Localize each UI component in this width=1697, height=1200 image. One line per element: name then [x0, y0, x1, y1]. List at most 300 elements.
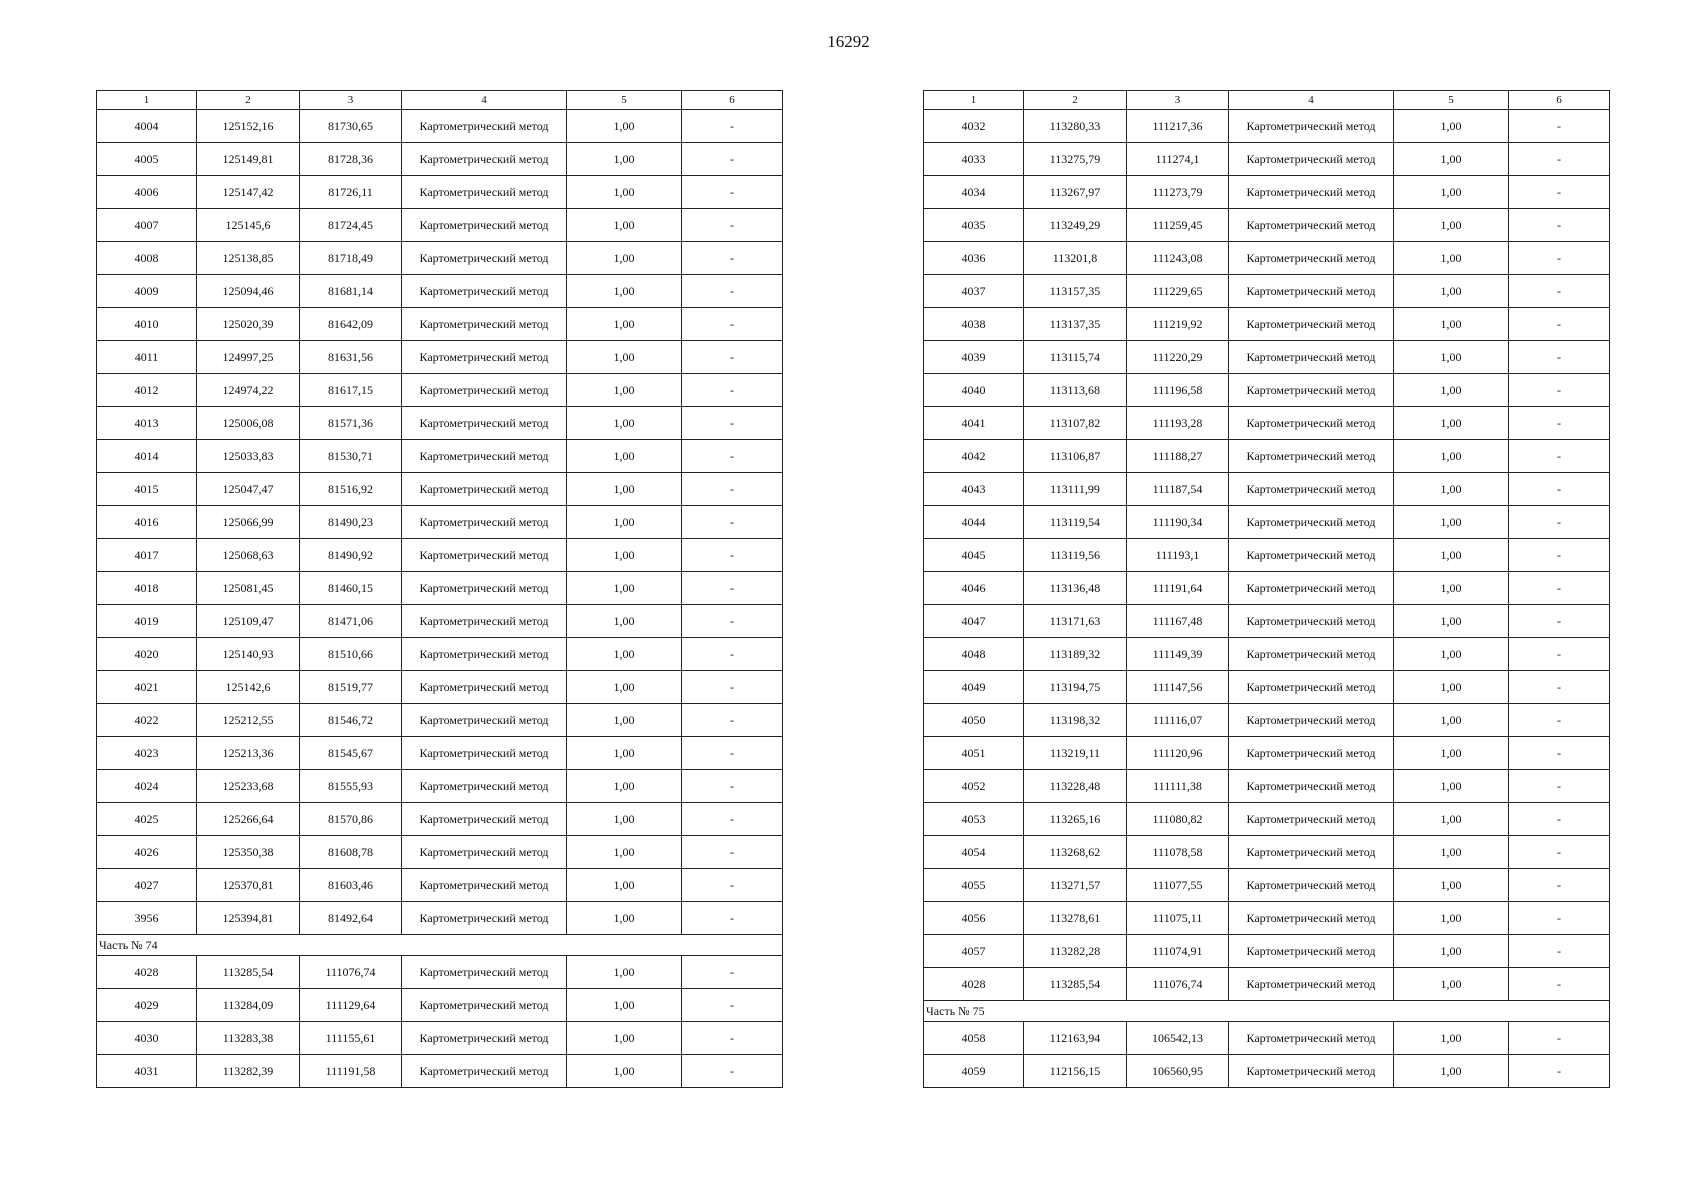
- table-cell: -: [1509, 638, 1610, 671]
- column-header: 6: [1509, 91, 1610, 110]
- table-cell: 81516,92: [300, 473, 402, 506]
- table-cell: -: [682, 989, 783, 1022]
- table-cell: 1,00: [1394, 638, 1509, 671]
- table-cell: 1,00: [567, 110, 682, 143]
- table-cell: 4016: [97, 506, 197, 539]
- table-cell: 81530,71: [300, 440, 402, 473]
- table-cell: -: [1509, 407, 1610, 440]
- table-row: [97, 1055, 783, 1088]
- table-cell: 113137,35: [1024, 308, 1127, 341]
- section-row: [924, 1001, 1610, 1022]
- table-cell: 4009: [97, 275, 197, 308]
- table-cell: 81471,06: [300, 605, 402, 638]
- table-cell: 4031: [97, 1055, 197, 1088]
- table-cell: -: [1509, 704, 1610, 737]
- table-row: [97, 902, 783, 935]
- table-cell: 113119,54: [1024, 506, 1127, 539]
- table-cell: 1,00: [567, 242, 682, 275]
- table-cell: 1,00: [1394, 935, 1509, 968]
- table-cell: Картометрический метод: [1229, 242, 1394, 275]
- table-cell: 125068,63: [197, 539, 300, 572]
- table-cell: 125266,64: [197, 803, 300, 836]
- table-cell: 113282,28: [1024, 935, 1127, 968]
- table-row: [924, 836, 1610, 869]
- table-row: [97, 242, 783, 275]
- table-cell: 1,00: [567, 902, 682, 935]
- table-cell: Картометрический метод: [402, 803, 567, 836]
- table-cell: 1,00: [567, 176, 682, 209]
- table-cell: -: [682, 572, 783, 605]
- table-row: [97, 770, 783, 803]
- table-cell: 4047: [924, 605, 1024, 638]
- table-cell: 4052: [924, 770, 1024, 803]
- table-cell: 113115,74: [1024, 341, 1127, 374]
- table-cell: 4046: [924, 572, 1024, 605]
- table-cell: Картометрический метод: [402, 605, 567, 638]
- table-cell: -: [1509, 935, 1610, 968]
- table-cell: Картометрический метод: [402, 956, 567, 989]
- table-cell: 111075,11: [1127, 902, 1229, 935]
- table-cell: 125149,81: [197, 143, 300, 176]
- column-header: 4: [1229, 91, 1394, 110]
- table-cell: Картометрический метод: [402, 902, 567, 935]
- table-cell: 4030: [97, 1022, 197, 1055]
- table-row: [924, 1022, 1610, 1055]
- table-cell: Картометрический метод: [402, 989, 567, 1022]
- table-row: [924, 1055, 1610, 1088]
- table-row: [924, 440, 1610, 473]
- table-cell: -: [1509, 110, 1610, 143]
- table-cell: 113136,48: [1024, 572, 1127, 605]
- table-cell: 1,00: [567, 473, 682, 506]
- table-cell: 113157,35: [1024, 275, 1127, 308]
- column-header: 2: [197, 91, 300, 110]
- table-cell: 3956: [97, 902, 197, 935]
- column-header: 4: [402, 91, 567, 110]
- table-cell: -: [682, 473, 783, 506]
- table-cell: 81608,78: [300, 836, 402, 869]
- table-row: [97, 110, 783, 143]
- table-cell: 111190,34: [1127, 506, 1229, 539]
- table-cell: -: [1509, 242, 1610, 275]
- table-cell: 4034: [924, 176, 1024, 209]
- table-row: [924, 638, 1610, 671]
- table-cell: 4022: [97, 704, 197, 737]
- table-cell: 4011: [97, 341, 197, 374]
- table-cell: 4041: [924, 407, 1024, 440]
- table-cell: 4020: [97, 638, 197, 671]
- table-cell: Картометрический метод: [402, 869, 567, 902]
- table-cell: Картометрический метод: [1229, 1022, 1394, 1055]
- table-cell: 125394,81: [197, 902, 300, 935]
- table-cell: -: [1509, 539, 1610, 572]
- table-cell: 1,00: [1394, 572, 1509, 605]
- table-cell: 4004: [97, 110, 197, 143]
- table-row: [924, 473, 1610, 506]
- table-cell: 4033: [924, 143, 1024, 176]
- table-cell: -: [1509, 902, 1610, 935]
- table-cell: 112156,15: [1024, 1055, 1127, 1088]
- table-row: [97, 275, 783, 308]
- table-cell: 1,00: [1394, 275, 1509, 308]
- table-cell: 124974,22: [197, 374, 300, 407]
- table-cell: 81603,46: [300, 869, 402, 902]
- table-cell: 1,00: [567, 671, 682, 704]
- table-cell: -: [1509, 209, 1610, 242]
- table-cell: 81519,77: [300, 671, 402, 704]
- table-cell: Картометрический метод: [402, 143, 567, 176]
- table-cell: Картометрический метод: [402, 572, 567, 605]
- table-cell: -: [1509, 737, 1610, 770]
- table-cell: -: [682, 440, 783, 473]
- table-cell: 1,00: [567, 341, 682, 374]
- table-cell: 1,00: [567, 704, 682, 737]
- table-cell: 113189,32: [1024, 638, 1127, 671]
- table-row: [924, 407, 1610, 440]
- table-cell: 125006,08: [197, 407, 300, 440]
- table-row: [97, 176, 783, 209]
- table-row: [924, 209, 1610, 242]
- table-cell: 1,00: [567, 308, 682, 341]
- table-cell: 1,00: [1394, 143, 1509, 176]
- table-cell: 111243,08: [1127, 242, 1229, 275]
- table-cell: 81555,93: [300, 770, 402, 803]
- table-cell: 113265,16: [1024, 803, 1127, 836]
- table-row: [924, 275, 1610, 308]
- table-row: [97, 605, 783, 638]
- table-row: [924, 374, 1610, 407]
- table-cell: -: [1509, 176, 1610, 209]
- table-cell: 1,00: [1394, 836, 1509, 869]
- table-cell: Картометрический метод: [402, 473, 567, 506]
- table-cell: 1,00: [567, 407, 682, 440]
- table-cell: Картометрический метод: [1229, 638, 1394, 671]
- table-cell: -: [682, 638, 783, 671]
- table-cell: 113219,11: [1024, 737, 1127, 770]
- table-cell: Картометрический метод: [1229, 737, 1394, 770]
- table-cell: 4025: [97, 803, 197, 836]
- table-cell: 4044: [924, 506, 1024, 539]
- table-cell: 4058: [924, 1022, 1024, 1055]
- table-cell: 113285,54: [1024, 968, 1127, 1001]
- table-cell: 1,00: [1394, 110, 1509, 143]
- table-cell: 125066,99: [197, 506, 300, 539]
- table-cell: 4048: [924, 638, 1024, 671]
- table-cell: 125152,16: [197, 110, 300, 143]
- table-cell: 113171,63: [1024, 605, 1127, 638]
- table-cell: Картометрический метод: [402, 704, 567, 737]
- table-cell: 111191,64: [1127, 572, 1229, 605]
- table-cell: -: [682, 275, 783, 308]
- table-cell: 113283,38: [197, 1022, 300, 1055]
- table-cell: 125147,42: [197, 176, 300, 209]
- table-cell: 81510,66: [300, 638, 402, 671]
- right-coordinates-table: [923, 90, 1610, 1088]
- table-cell: Картометрический метод: [1229, 341, 1394, 374]
- table-cell: 81617,15: [300, 374, 402, 407]
- table-cell: 1,00: [1394, 671, 1509, 704]
- table-row: [924, 704, 1610, 737]
- table-row: [97, 869, 783, 902]
- table-cell: 1,00: [1394, 341, 1509, 374]
- table-cell: 111273,79: [1127, 176, 1229, 209]
- table-cell: 81642,09: [300, 308, 402, 341]
- table-cell: -: [682, 242, 783, 275]
- table-cell: Картометрический метод: [1229, 143, 1394, 176]
- table-cell: -: [682, 374, 783, 407]
- table-cell: 111193,28: [1127, 407, 1229, 440]
- table-cell: -: [682, 110, 783, 143]
- table-cell: 111111,38: [1127, 770, 1229, 803]
- table-row: [97, 989, 783, 1022]
- table-cell: 111078,58: [1127, 836, 1229, 869]
- table-cell: 81718,49: [300, 242, 402, 275]
- table-row: [97, 143, 783, 176]
- table-row: [924, 242, 1610, 275]
- table-cell: 4035: [924, 209, 1024, 242]
- table-cell: 125213,36: [197, 737, 300, 770]
- table-cell: 81728,36: [300, 143, 402, 176]
- section-label: Часть № 75: [924, 1001, 1610, 1022]
- column-header: 5: [567, 91, 682, 110]
- table-cell: 81490,92: [300, 539, 402, 572]
- table-cell: 1,00: [567, 1055, 682, 1088]
- table-row: [97, 638, 783, 671]
- table-cell: -: [682, 605, 783, 638]
- table-cell: Картометрический метод: [1229, 473, 1394, 506]
- table-cell: 113198,32: [1024, 704, 1127, 737]
- table-cell: Картометрический метод: [402, 341, 567, 374]
- table-cell: 111080,82: [1127, 803, 1229, 836]
- table-cell: 111149,39: [1127, 638, 1229, 671]
- table-cell: 1,00: [1394, 506, 1509, 539]
- table-cell: Картометрический метод: [1229, 770, 1394, 803]
- table-cell: 111274,1: [1127, 143, 1229, 176]
- table-cell: -: [682, 308, 783, 341]
- table-cell: 111187,54: [1127, 473, 1229, 506]
- table-cell: 1,00: [567, 506, 682, 539]
- table-cell: 4026: [97, 836, 197, 869]
- table-cell: 1,00: [1394, 803, 1509, 836]
- table-cell: Картометрический метод: [1229, 275, 1394, 308]
- table-cell: 1,00: [1394, 704, 1509, 737]
- table-cell: 81490,23: [300, 506, 402, 539]
- table-cell: -: [1509, 374, 1610, 407]
- table-cell: 4029: [97, 989, 197, 1022]
- table-cell: 111167,48: [1127, 605, 1229, 638]
- table-cell: -: [1509, 1055, 1610, 1088]
- table-cell: -: [682, 539, 783, 572]
- table-row: [924, 176, 1610, 209]
- table-cell: Картометрический метод: [1229, 440, 1394, 473]
- table-cell: 113275,79: [1024, 143, 1127, 176]
- table-cell: -: [1509, 770, 1610, 803]
- table-cell: 1,00: [567, 275, 682, 308]
- table-cell: 125370,81: [197, 869, 300, 902]
- page-number: 16292: [827, 32, 870, 51]
- table-row: [924, 869, 1610, 902]
- table-cell: Картометрический метод: [1229, 572, 1394, 605]
- table-cell: Картометрический метод: [1229, 803, 1394, 836]
- table-cell: 1,00: [1394, 737, 1509, 770]
- table-cell: 4008: [97, 242, 197, 275]
- table-cell: 1,00: [567, 374, 682, 407]
- table-row: [924, 308, 1610, 341]
- table-cell: 4014: [97, 440, 197, 473]
- table-row: [924, 506, 1610, 539]
- table-cell: Картометрический метод: [402, 176, 567, 209]
- table-cell: 113106,87: [1024, 440, 1127, 473]
- table-cell: 113107,82: [1024, 407, 1127, 440]
- table-row: [97, 671, 783, 704]
- table-row: [924, 968, 1610, 1001]
- table-cell: Картометрический метод: [1229, 506, 1394, 539]
- table-cell: 4010: [97, 308, 197, 341]
- table-cell: 4013: [97, 407, 197, 440]
- table-cell: 113119,56: [1024, 539, 1127, 572]
- table-cell: 1,00: [567, 209, 682, 242]
- table-row: [924, 341, 1610, 374]
- table-cell: Картометрический метод: [402, 506, 567, 539]
- table-cell: 4045: [924, 539, 1024, 572]
- table-cell: Картометрический метод: [402, 242, 567, 275]
- table-cell: Картометрический метод: [402, 737, 567, 770]
- table-cell: 4049: [924, 671, 1024, 704]
- table-row: [924, 737, 1610, 770]
- table-cell: 4036: [924, 242, 1024, 275]
- table-row: [97, 407, 783, 440]
- table-cell: 125140,93: [197, 638, 300, 671]
- table-cell: Картометрический метод: [402, 836, 567, 869]
- table-cell: Картометрический метод: [402, 1022, 567, 1055]
- table-row: [924, 902, 1610, 935]
- table-cell: Картометрический метод: [1229, 1055, 1394, 1088]
- table-cell: 4050: [924, 704, 1024, 737]
- table-cell: -: [682, 1055, 783, 1088]
- table-row: [924, 671, 1610, 704]
- table-header-row: [924, 91, 1610, 110]
- table-cell: Картометрический метод: [402, 275, 567, 308]
- table-cell: 113285,54: [197, 956, 300, 989]
- table-cell: -: [682, 671, 783, 704]
- table-cell: 125109,47: [197, 605, 300, 638]
- table-cell: 1,00: [1394, 374, 1509, 407]
- table-cell: 1,00: [567, 737, 682, 770]
- table-cell: 4038: [924, 308, 1024, 341]
- table-cell: 4055: [924, 869, 1024, 902]
- column-header: 3: [300, 91, 402, 110]
- table-cell: 4054: [924, 836, 1024, 869]
- table-row: [924, 803, 1610, 836]
- table-cell: 125094,46: [197, 275, 300, 308]
- table-cell: 81492,64: [300, 902, 402, 935]
- table-cell: 1,00: [1394, 869, 1509, 902]
- table-cell: Картометрический метод: [402, 770, 567, 803]
- table-cell: 4006: [97, 176, 197, 209]
- table-cell: -: [682, 836, 783, 869]
- table-cell: 4039: [924, 341, 1024, 374]
- table-cell: 113268,62: [1024, 836, 1127, 869]
- table-cell: -: [682, 803, 783, 836]
- table-cell: -: [1509, 275, 1610, 308]
- table-cell: Картометрический метод: [402, 671, 567, 704]
- table-cell: 1,00: [567, 605, 682, 638]
- table-cell: Картометрический метод: [1229, 374, 1394, 407]
- table-cell: 81681,14: [300, 275, 402, 308]
- table-cell: 4028: [924, 968, 1024, 1001]
- table-cell: 111147,56: [1127, 671, 1229, 704]
- section-row: [97, 935, 783, 956]
- table-cell: Картометрический метод: [402, 209, 567, 242]
- table-cell: 1,00: [1394, 440, 1509, 473]
- table-cell: -: [682, 209, 783, 242]
- table-cell: 125138,85: [197, 242, 300, 275]
- table-row: [97, 341, 783, 374]
- table-cell: 125233,68: [197, 770, 300, 803]
- column-header: 6: [682, 91, 783, 110]
- table-cell: -: [1509, 143, 1610, 176]
- table-cell: 4015: [97, 473, 197, 506]
- table-row: [97, 209, 783, 242]
- table-cell: 113113,68: [1024, 374, 1127, 407]
- table-row: [97, 572, 783, 605]
- table-row: [924, 935, 1610, 968]
- table-cell: 111076,74: [1127, 968, 1229, 1001]
- table-cell: 111229,65: [1127, 275, 1229, 308]
- table-cell: Картометрический метод: [402, 440, 567, 473]
- table-cell: 113228,48: [1024, 770, 1127, 803]
- table-cell: 1,00: [567, 869, 682, 902]
- table-cell: 4018: [97, 572, 197, 605]
- table-cell: 111191,58: [300, 1055, 402, 1088]
- table-cell: 4005: [97, 143, 197, 176]
- table-cell: 111259,45: [1127, 209, 1229, 242]
- table-cell: -: [682, 176, 783, 209]
- table-cell: 1,00: [1394, 242, 1509, 275]
- table-cell: 111220,29: [1127, 341, 1229, 374]
- table-cell: 1,00: [567, 638, 682, 671]
- table-cell: 111196,58: [1127, 374, 1229, 407]
- table-cell: 125020,39: [197, 308, 300, 341]
- column-header: 5: [1394, 91, 1509, 110]
- table-cell: -: [1509, 605, 1610, 638]
- table-cell: 125033,83: [197, 440, 300, 473]
- table-cell: 4043: [924, 473, 1024, 506]
- table-cell: Картометрический метод: [402, 407, 567, 440]
- column-header: 1: [97, 91, 197, 110]
- table-cell: Картометрический метод: [1229, 308, 1394, 341]
- table-cell: -: [682, 737, 783, 770]
- table-cell: 1,00: [1394, 308, 1509, 341]
- table-row: [924, 572, 1610, 605]
- column-header: 2: [1024, 91, 1127, 110]
- table-cell: -: [1509, 341, 1610, 374]
- table-cell: -: [1509, 671, 1610, 704]
- table-cell: 111076,74: [300, 956, 402, 989]
- table-cell: 1,00: [1394, 770, 1509, 803]
- table-row: [97, 440, 783, 473]
- table-cell: 81726,11: [300, 176, 402, 209]
- table-cell: -: [1509, 506, 1610, 539]
- table-cell: 113282,39: [197, 1055, 300, 1088]
- table-cell: 81545,67: [300, 737, 402, 770]
- table-cell: 81460,15: [300, 572, 402, 605]
- table-cell: 113249,29: [1024, 209, 1127, 242]
- table-cell: 111219,92: [1127, 308, 1229, 341]
- table-cell: 4021: [97, 671, 197, 704]
- table-row: [97, 473, 783, 506]
- table-cell: 4056: [924, 902, 1024, 935]
